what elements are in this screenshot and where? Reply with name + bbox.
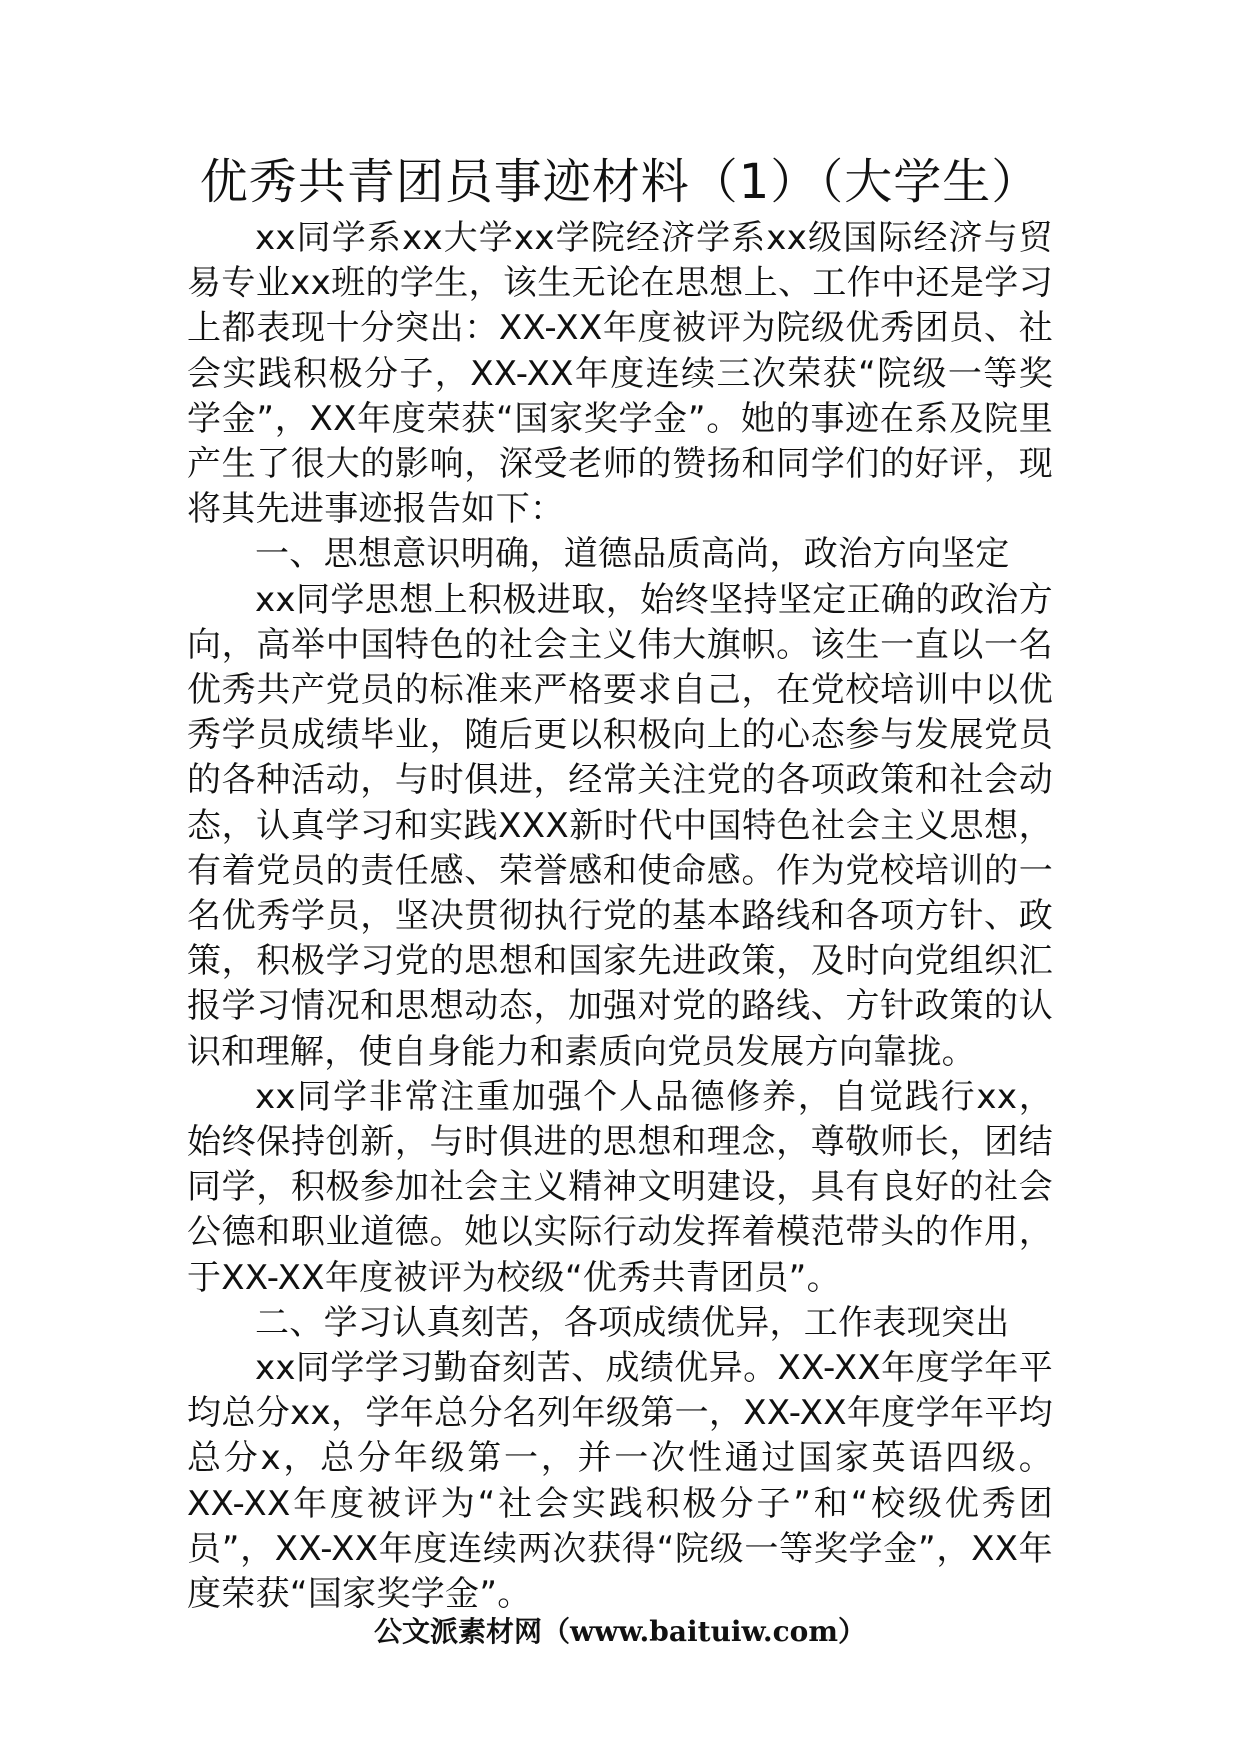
paragraph-intro: xx同学系xx大学xx学院经济学系xx级国际经济与贸易专业xx班的学生，该生无论在思想上、工作中还是学习上都表现十分突出：XX-XX年度被评为院级优秀团员、社会实践积极分子，XX-XX年度连续三次荣获“院级一等奖学金”，XX年度荣获“国家奖学金”。她的事迹在系及院里产生了很大的影响，深受老师的赞扬和同学们的好评，现将其先进事迹报告如下： — [187, 218, 1053, 530]
document-title: 优秀共青团员事迹材料（1）（大学生） — [199, 154, 1041, 210]
paragraph-study: xx同学学习勤奋刻苦、成绩优异。XX-XX年度学年平均总分xx，学年总分名列年级第一，XX-XX年度学年平均总分x，总分年级第一，并一次性通过国家英语四级。XX-XX年度被评为“社会实践积极分子”和“校级优秀团员”，XX-XX年度连续两次获得“院级一等奖学金”，XX年度荣获“国家奖学金”。 — [187, 1348, 1053, 1615]
section-heading-1: 一、思想意识明确，道德品质高尚，政治方向坚定 — [255, 534, 1010, 575]
section-heading-2: 二、学习认真刻苦，各项成绩优异，工作表现突出 — [255, 1302, 1010, 1343]
paragraph-morality: xx同学非常注重加强个人品德修养，自觉践行xx，始终保持创新，与时俱进的思想和理念，尊敬师长，团结同学，积极参加社会主义精神文明建设，具有良好的社会公德和职业道德。她以实际行动发挥着模范带头的作用，于XX-XX年度被评为校级“优秀共青团员”。 — [187, 1076, 1053, 1298]
paragraph-political: xx同学思想上积极进取，始终坚持坚定正确的政治方向，高举中国特色的社会主义伟大旗帜。该生一直以一名优秀共产党员的标准来严格要求自己，在党校培训中以优秀学员成绩毕业，随后更以积极向上的心态参与发展党员的各种活动，与时俱进，经常关注党的各项政策和社会动态，认真学习和实践XXX新时代中国特色社会主义思想，有着党员的责任感、荣誉感和使命感。作为党校培训的一名优秀学员，坚决贯彻执行党的基本路线和各项方针、政策，积极学习党的思想和国家先进政策，及时向党组织汇报学习情况和思想动态，加强对党的路线、方针政策的认识和理解，使自身能力和素质向党员发展方向靠拢。 — [187, 579, 1053, 1072]
document-body — [187, 216, 1053, 1617]
footer-watermark: 公文派素材网（www.baituiw.com） — [374, 1615, 866, 1648]
